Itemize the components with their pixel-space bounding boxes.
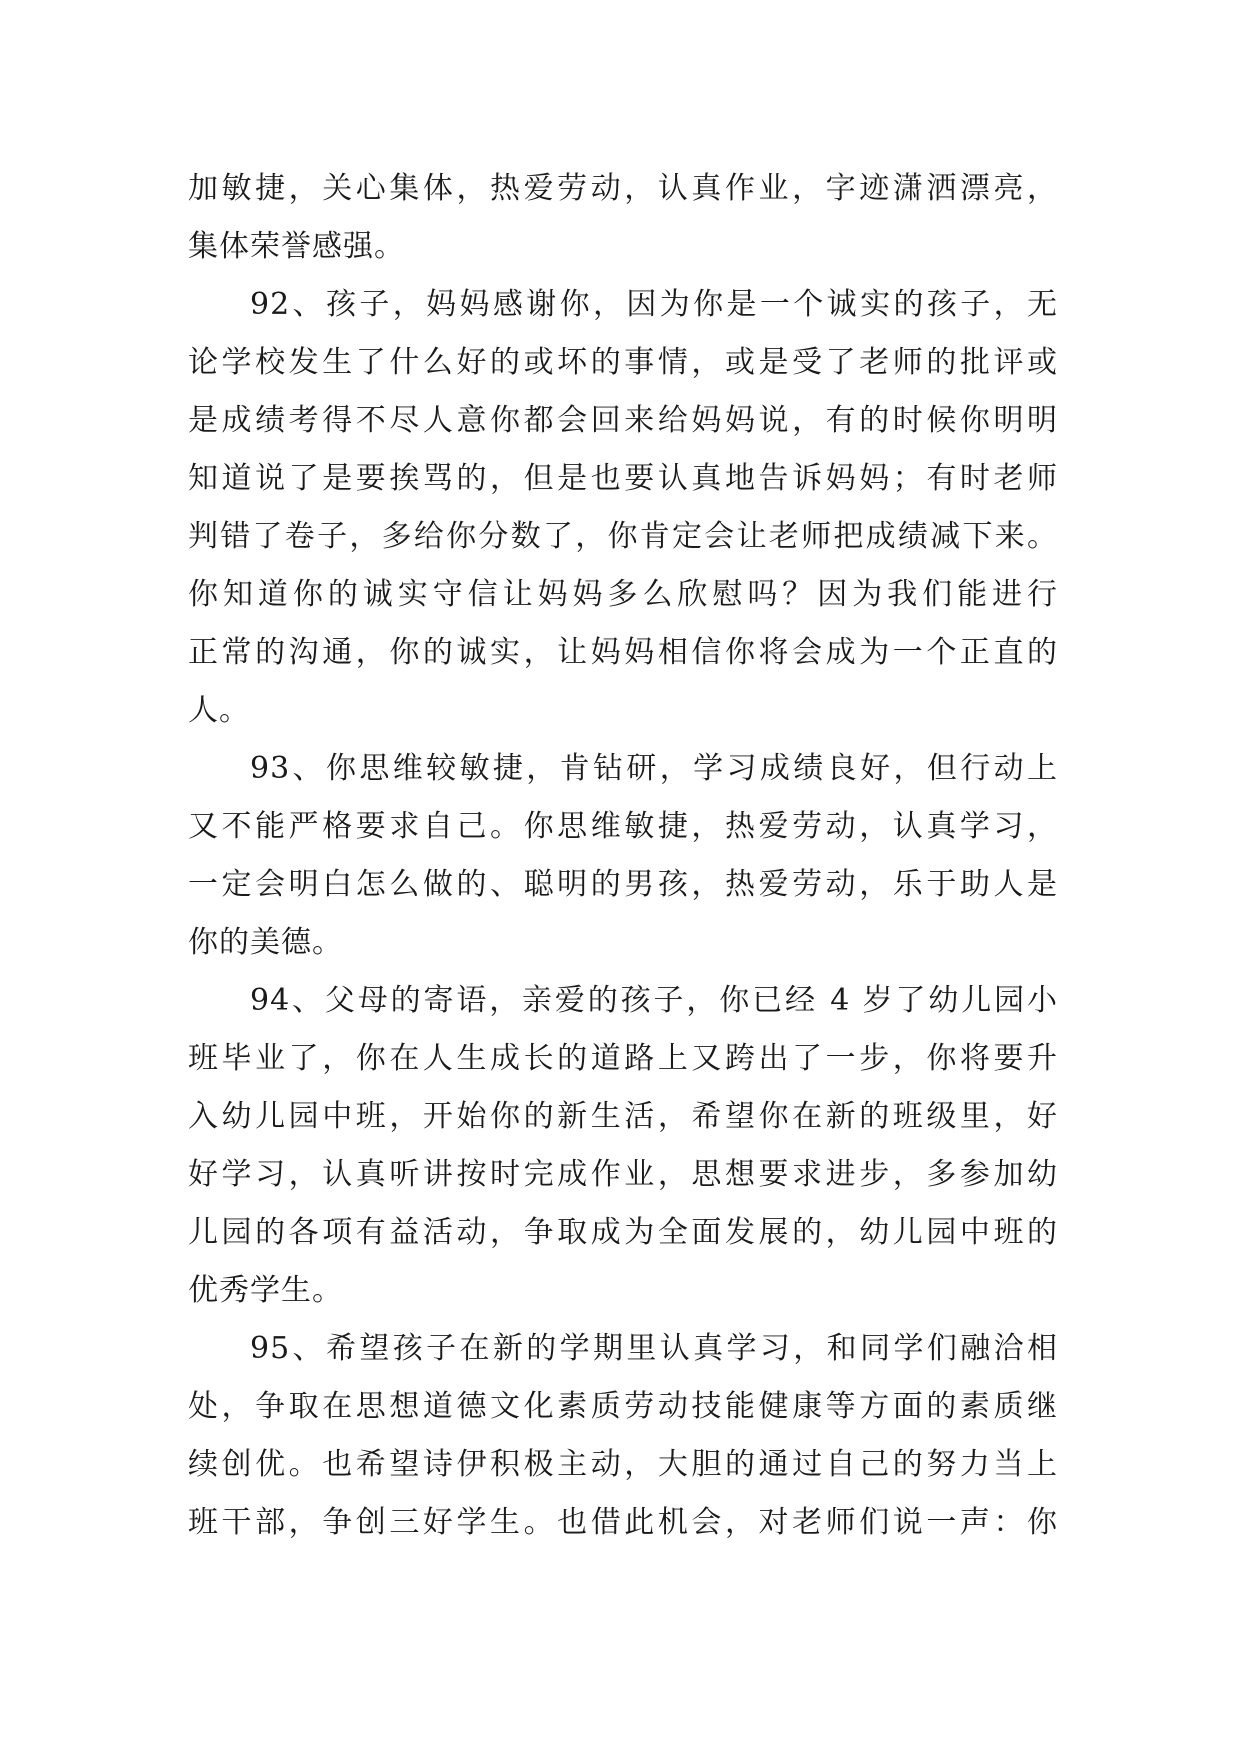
text-line: 正常的沟通，你的诚实，让妈妈相信你将会成为一个正直的 bbox=[188, 635, 1058, 670]
paragraph-93 bbox=[188, 740, 1058, 972]
text-line: 加敏捷，关心集体，热爱劳动，认真作业，字迹潇洒漂亮， bbox=[188, 171, 1058, 206]
text-line: 儿园的各项有益活动，争取成为全面发展的，幼儿园中班的 bbox=[188, 1215, 1058, 1250]
text-line: 你的美德。 bbox=[188, 925, 343, 960]
text-line: 集体荣誉感强。 bbox=[188, 229, 405, 264]
text-line: 94、父母的寄语，亲爱的孩子，你已经 4 岁了幼儿园小 bbox=[250, 983, 1058, 1018]
text-line: 你知道你的诚实守信让妈妈多么欣慰吗？因为我们能进行 bbox=[188, 577, 1058, 612]
text-line: 知道说了是要挨骂的，但是也要认真地告诉妈妈；有时老师 bbox=[188, 461, 1058, 496]
text-line: 好学习，认真听讲按时完成作业，思想要求进步，多参加幼 bbox=[188, 1157, 1058, 1192]
text-line: 班毕业了，你在人生成长的道路上又跨出了一步，你将要升 bbox=[188, 1041, 1058, 1076]
text-line: 95、希望孩子在新的学期里认真学习，和同学们融洽相 bbox=[250, 1331, 1058, 1366]
text-line: 优秀学生。 bbox=[188, 1273, 343, 1308]
text-line: 一定会明白怎么做的、聪明的男孩，热爱劳动，乐于助人是 bbox=[188, 867, 1058, 902]
document-body bbox=[188, 160, 1058, 1552]
paragraph-95 bbox=[188, 1320, 1058, 1552]
paragraph-94 bbox=[188, 972, 1058, 1320]
text-line: 又不能严格要求自己。你思维敏捷，热爱劳动，认真学习， bbox=[188, 809, 1058, 844]
paragraph-92 bbox=[188, 276, 1058, 740]
text-line: 班干部，争创三好学生。也借此机会，对老师们说一声：你 bbox=[188, 1505, 1058, 1540]
text-line: 续创优。也希望诗伊积极主动，大胆的通过自己的努力当上 bbox=[188, 1447, 1058, 1482]
text-line: 是成绩考得不尽人意你都会回来给妈妈说，有的时候你明明 bbox=[188, 403, 1058, 438]
text-line: 人。 bbox=[188, 693, 250, 728]
text-line: 论学校发生了什么好的或坏的事情，或是受了老师的批评或 bbox=[188, 345, 1058, 380]
text-line: 93、你思维较敏捷，肯钻研，学习成绩良好，但行动上 bbox=[250, 751, 1058, 786]
text-line: 处，争取在思想道德文化素质劳动技能健康等方面的素质继 bbox=[188, 1389, 1058, 1424]
text-line: 92、孩子，妈妈感谢你，因为你是一个诚实的孩子，无 bbox=[250, 287, 1058, 322]
text-line: 入幼儿园中班，开始你的新生活，希望你在新的班级里，好 bbox=[188, 1099, 1058, 1134]
paragraph-continuation bbox=[188, 160, 1058, 276]
text-line: 判错了卷子，多给你分数了，你肯定会让老师把成绩减下来。 bbox=[188, 519, 1058, 554]
